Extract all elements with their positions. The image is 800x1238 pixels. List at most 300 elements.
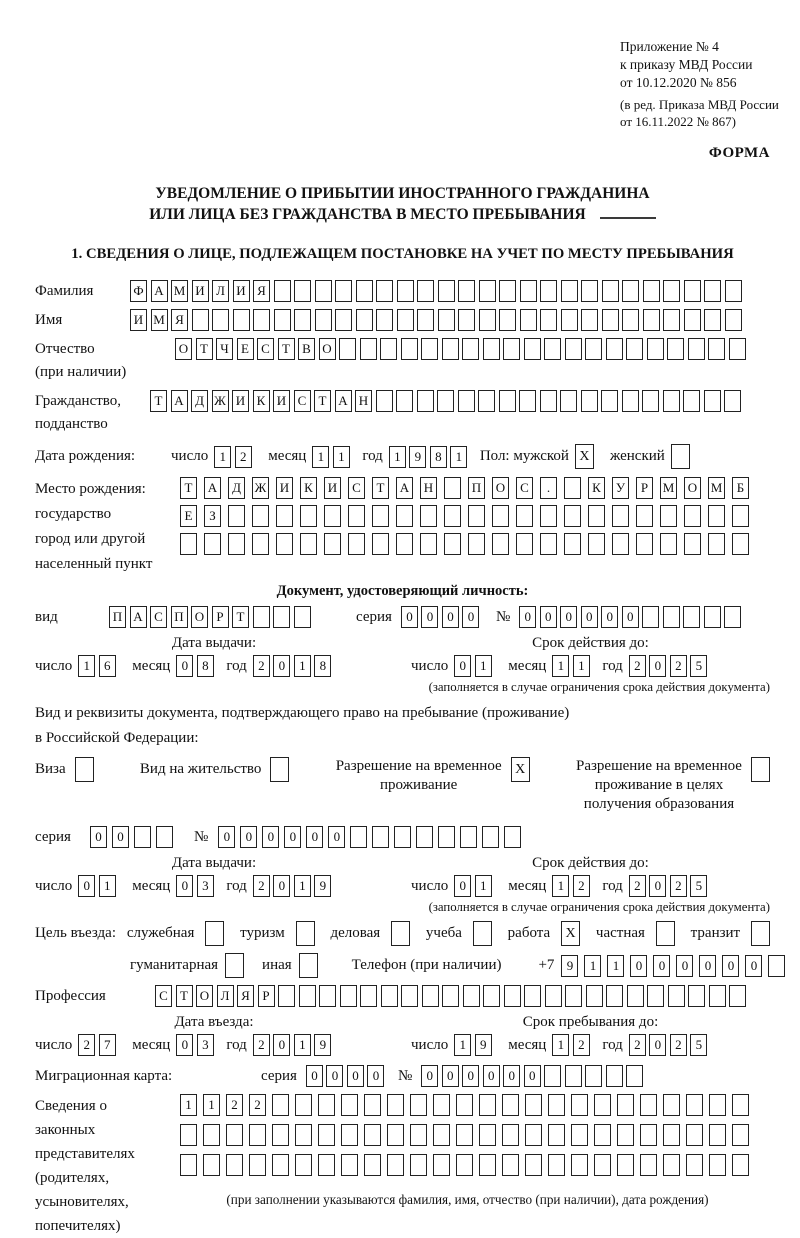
char-cell[interactable]: П — [109, 606, 126, 628]
char-cell[interactable] — [324, 505, 341, 527]
char-cell[interactable] — [732, 1094, 749, 1116]
char-cell[interactable] — [724, 606, 741, 628]
char-cell[interactable]: 0 — [328, 826, 345, 848]
char-cell[interactable]: 1 — [454, 1034, 471, 1056]
char-cell[interactable]: К — [588, 477, 605, 499]
char-cell[interactable]: 1 — [312, 446, 329, 468]
birth-day-cells[interactable] — [214, 446, 255, 468]
char-cell[interactable] — [504, 985, 521, 1007]
char-cell[interactable]: А — [130, 606, 147, 628]
char-cell[interactable] — [647, 985, 664, 1007]
char-cell[interactable]: 0 — [273, 655, 290, 677]
char-cell[interactable] — [686, 1094, 703, 1116]
char-cell[interactable] — [341, 1154, 358, 1176]
char-cell[interactable] — [606, 985, 623, 1007]
char-cell[interactable] — [732, 1124, 749, 1146]
char-cell[interactable] — [252, 505, 269, 527]
id-doc-issue-day-cells[interactable] — [78, 655, 119, 677]
char-cell[interactable] — [276, 505, 293, 527]
char-cell[interactable] — [709, 1154, 726, 1176]
char-cell[interactable]: А — [171, 390, 188, 412]
char-cell[interactable] — [560, 390, 577, 412]
char-cell[interactable] — [273, 606, 290, 628]
char-cell[interactable]: В — [298, 338, 315, 360]
char-cell[interactable] — [294, 309, 311, 331]
char-cell[interactable]: И — [276, 477, 293, 499]
char-cell[interactable]: 0 — [78, 875, 95, 897]
entry-month-cells[interactable] — [176, 1034, 217, 1056]
char-cell[interactable] — [192, 309, 209, 331]
char-cell[interactable] — [478, 390, 495, 412]
char-cell[interactable] — [479, 280, 496, 302]
char-cell[interactable] — [433, 1094, 450, 1116]
char-cell[interactable]: 2 — [78, 1034, 95, 1056]
char-cell[interactable]: 0 — [401, 606, 418, 628]
char-cell[interactable] — [725, 280, 742, 302]
char-cell[interactable] — [545, 985, 562, 1007]
char-cell[interactable] — [372, 505, 389, 527]
char-cell[interactable] — [617, 1154, 634, 1176]
entry-year-cells[interactable] — [253, 1034, 335, 1056]
char-cell[interactable] — [688, 985, 705, 1007]
char-cell[interactable]: 0 — [649, 655, 666, 677]
char-cell[interactable]: 8 — [430, 446, 447, 468]
char-cell[interactable]: 1 — [294, 655, 311, 677]
char-cell[interactable] — [606, 1065, 623, 1087]
name-cells[interactable] — [130, 309, 745, 331]
char-cell[interactable]: А — [335, 390, 352, 412]
char-cell[interactable] — [252, 533, 269, 555]
char-cell[interactable] — [479, 1124, 496, 1146]
char-cell[interactable] — [341, 1094, 358, 1116]
char-cell[interactable]: 0 — [601, 606, 618, 628]
char-cell[interactable]: 5 — [690, 655, 707, 677]
char-cell[interactable] — [683, 390, 700, 412]
char-cell[interactable] — [315, 309, 332, 331]
char-cell[interactable] — [180, 533, 197, 555]
char-cell[interactable] — [372, 826, 389, 848]
char-cell[interactable]: 0 — [262, 826, 279, 848]
char-cell[interactable] — [381, 985, 398, 1007]
stay-doc-issue-year-cells[interactable] — [253, 875, 335, 897]
char-cell[interactable] — [704, 309, 721, 331]
char-cell[interactable] — [704, 390, 721, 412]
char-cell[interactable]: 0 — [284, 826, 301, 848]
char-cell[interactable] — [524, 338, 541, 360]
char-cell[interactable] — [588, 505, 605, 527]
char-cell[interactable] — [456, 1154, 473, 1176]
char-cell[interactable]: 1 — [475, 655, 492, 677]
birth-month-cells[interactable] — [312, 446, 353, 468]
char-cell[interactable] — [663, 309, 680, 331]
char-cell[interactable]: 0 — [483, 1065, 500, 1087]
char-cell[interactable] — [233, 309, 250, 331]
char-cell[interactable] — [594, 1124, 611, 1146]
purpose-study-checkbox[interactable] — [473, 921, 492, 946]
char-cell[interactable] — [394, 826, 411, 848]
purpose-tourism-checkbox[interactable] — [296, 921, 315, 946]
char-cell[interactable]: 2 — [253, 875, 270, 897]
char-cell[interactable] — [456, 1094, 473, 1116]
char-cell[interactable]: О — [684, 477, 701, 499]
char-cell[interactable] — [561, 309, 578, 331]
char-cell[interactable]: 2 — [629, 1034, 646, 1056]
char-cell[interactable]: 0 — [454, 655, 471, 677]
char-cell[interactable] — [643, 309, 660, 331]
char-cell[interactable] — [585, 338, 602, 360]
char-cell[interactable] — [684, 280, 701, 302]
char-cell[interactable] — [640, 1154, 657, 1176]
char-cell[interactable] — [642, 390, 659, 412]
char-cell[interactable] — [318, 1124, 335, 1146]
char-cell[interactable]: 0 — [462, 1065, 479, 1087]
char-cell[interactable] — [226, 1154, 243, 1176]
char-cell[interactable] — [520, 309, 537, 331]
char-cell[interactable]: 0 — [347, 1065, 364, 1087]
char-cell[interactable] — [502, 1124, 519, 1146]
purpose-business-checkbox[interactable] — [391, 921, 410, 946]
char-cell[interactable] — [272, 1094, 289, 1116]
char-cell[interactable]: И — [233, 280, 250, 302]
char-cell[interactable] — [360, 985, 377, 1007]
char-cell[interactable] — [401, 338, 418, 360]
char-cell[interactable] — [548, 1124, 565, 1146]
char-cell[interactable] — [492, 505, 509, 527]
char-cell[interactable] — [564, 533, 581, 555]
char-cell[interactable] — [663, 1124, 680, 1146]
char-cell[interactable] — [458, 309, 475, 331]
temp-residence-education-checkbox[interactable] — [751, 757, 770, 782]
char-cell[interactable]: 0 — [273, 1034, 290, 1056]
char-cell[interactable] — [660, 505, 677, 527]
char-cell[interactable]: Ж — [212, 390, 229, 412]
char-cell[interactable]: Т — [232, 606, 249, 628]
char-cell[interactable]: 2 — [629, 875, 646, 897]
char-cell[interactable]: 0 — [421, 1065, 438, 1087]
char-cell[interactable] — [397, 309, 414, 331]
char-cell[interactable]: М — [708, 477, 725, 499]
char-cell[interactable]: М — [171, 280, 188, 302]
char-cell[interactable] — [274, 309, 291, 331]
char-cell[interactable] — [729, 985, 746, 1007]
char-cell[interactable]: К — [300, 477, 317, 499]
char-cell[interactable] — [364, 1154, 381, 1176]
char-cell[interactable]: И — [192, 280, 209, 302]
char-cell[interactable] — [387, 1154, 404, 1176]
char-cell[interactable] — [295, 1154, 312, 1176]
char-cell[interactable] — [276, 533, 293, 555]
char-cell[interactable]: 2 — [573, 1034, 590, 1056]
char-cell[interactable]: И — [130, 309, 147, 331]
char-cell[interactable]: 1 — [203, 1094, 220, 1116]
char-cell[interactable] — [442, 338, 459, 360]
legal-reps-cells-row1[interactable] — [180, 1094, 755, 1116]
char-cell[interactable]: 1 — [333, 446, 350, 468]
char-cell[interactable] — [647, 338, 664, 360]
char-cell[interactable]: 0 — [442, 1065, 459, 1087]
char-cell[interactable]: 0 — [90, 826, 107, 848]
char-cell[interactable] — [340, 985, 357, 1007]
char-cell[interactable] — [134, 826, 151, 848]
char-cell[interactable] — [686, 1124, 703, 1146]
char-cell[interactable] — [502, 1154, 519, 1176]
char-cell[interactable]: 7 — [99, 1034, 116, 1056]
entry-day-cells[interactable] — [78, 1034, 119, 1056]
char-cell[interactable] — [725, 309, 742, 331]
profession-cells[interactable] — [155, 985, 750, 1007]
char-cell[interactable] — [433, 1154, 450, 1176]
char-cell[interactable] — [463, 985, 480, 1007]
char-cell[interactable] — [458, 390, 475, 412]
char-cell[interactable] — [626, 338, 643, 360]
char-cell[interactable]: 2 — [573, 875, 590, 897]
char-cell[interactable]: 1 — [475, 875, 492, 897]
char-cell[interactable]: 2 — [253, 655, 270, 677]
char-cell[interactable] — [376, 280, 393, 302]
char-cell[interactable] — [540, 505, 557, 527]
char-cell[interactable] — [708, 533, 725, 555]
char-cell[interactable] — [438, 826, 455, 848]
char-cell[interactable] — [350, 826, 367, 848]
char-cell[interactable] — [456, 1124, 473, 1146]
char-cell[interactable] — [360, 338, 377, 360]
char-cell[interactable]: 0 — [176, 875, 193, 897]
char-cell[interactable] — [525, 1154, 542, 1176]
char-cell[interactable] — [444, 477, 461, 499]
char-cell[interactable] — [709, 1094, 726, 1116]
char-cell[interactable] — [396, 533, 413, 555]
char-cell[interactable] — [479, 1154, 496, 1176]
char-cell[interactable] — [372, 533, 389, 555]
char-cell[interactable] — [663, 1094, 680, 1116]
char-cell[interactable] — [376, 309, 393, 331]
char-cell[interactable]: 0 — [503, 1065, 520, 1087]
char-cell[interactable] — [444, 533, 461, 555]
char-cell[interactable]: Н — [355, 390, 372, 412]
char-cell[interactable]: 2 — [670, 655, 687, 677]
purpose-other-checkbox[interactable] — [299, 953, 318, 978]
char-cell[interactable] — [640, 1094, 657, 1116]
char-cell[interactable]: 0 — [218, 826, 235, 848]
char-cell[interactable] — [667, 338, 684, 360]
char-cell[interactable] — [460, 826, 477, 848]
char-cell[interactable] — [525, 1124, 542, 1146]
char-cell[interactable]: 9 — [314, 1034, 331, 1056]
char-cell[interactable]: Т — [196, 338, 213, 360]
char-cell[interactable] — [663, 390, 680, 412]
char-cell[interactable] — [540, 533, 557, 555]
char-cell[interactable] — [520, 280, 537, 302]
char-cell[interactable]: 1 — [294, 875, 311, 897]
char-cell[interactable]: 1 — [389, 446, 406, 468]
birth-place-cells-row2[interactable] — [180, 505, 756, 527]
char-cell[interactable]: 1 — [78, 655, 95, 677]
char-cell[interactable] — [564, 505, 581, 527]
char-cell[interactable] — [709, 1124, 726, 1146]
char-cell[interactable]: 1 — [214, 446, 231, 468]
char-cell[interactable]: 2 — [670, 875, 687, 897]
char-cell[interactable] — [380, 338, 397, 360]
char-cell[interactable] — [479, 1094, 496, 1116]
char-cell[interactable] — [433, 1124, 450, 1146]
char-cell[interactable] — [627, 985, 644, 1007]
char-cell[interactable] — [588, 533, 605, 555]
char-cell[interactable]: 2 — [670, 1034, 687, 1056]
char-cell[interactable] — [636, 505, 653, 527]
char-cell[interactable] — [565, 338, 582, 360]
char-cell[interactable] — [663, 280, 680, 302]
char-cell[interactable] — [300, 533, 317, 555]
char-cell[interactable] — [724, 390, 741, 412]
purpose-private-checkbox[interactable] — [656, 921, 675, 946]
birth-year-cells[interactable] — [389, 446, 471, 468]
char-cell[interactable]: П — [468, 477, 485, 499]
char-cell[interactable] — [617, 1094, 634, 1116]
char-cell[interactable] — [356, 309, 373, 331]
char-cell[interactable] — [482, 826, 499, 848]
char-cell[interactable] — [499, 309, 516, 331]
char-cell[interactable]: С — [348, 477, 365, 499]
char-cell[interactable] — [602, 280, 619, 302]
char-cell[interactable] — [156, 826, 173, 848]
char-cell[interactable] — [565, 985, 582, 1007]
char-cell[interactable]: 0 — [306, 826, 323, 848]
char-cell[interactable]: Т — [180, 477, 197, 499]
char-cell[interactable]: 0 — [581, 606, 598, 628]
char-cell[interactable] — [341, 1124, 358, 1146]
char-cell[interactable] — [324, 533, 341, 555]
char-cell[interactable] — [540, 390, 557, 412]
char-cell[interactable] — [663, 606, 680, 628]
char-cell[interactable] — [272, 1124, 289, 1146]
char-cell[interactable] — [401, 985, 418, 1007]
char-cell[interactable] — [704, 280, 721, 302]
char-cell[interactable]: Е — [237, 338, 254, 360]
char-cell[interactable] — [295, 1094, 312, 1116]
char-cell[interactable]: 0 — [745, 955, 762, 977]
char-cell[interactable] — [564, 477, 581, 499]
char-cell[interactable] — [684, 505, 701, 527]
id-doc-series-cells[interactable] — [401, 606, 483, 628]
char-cell[interactable]: 0 — [421, 606, 438, 628]
char-cell[interactable] — [319, 985, 336, 1007]
surname-cells[interactable] — [130, 280, 745, 302]
char-cell[interactable] — [636, 533, 653, 555]
gender-female-checkbox[interactable] — [671, 444, 690, 469]
char-cell[interactable] — [586, 985, 603, 1007]
char-cell[interactable] — [387, 1124, 404, 1146]
char-cell[interactable]: 1 — [584, 955, 601, 977]
char-cell[interactable]: У — [612, 477, 629, 499]
char-cell[interactable]: 1 — [450, 446, 467, 468]
legal-reps-cells-row2[interactable] — [180, 1124, 755, 1146]
char-cell[interactable] — [438, 280, 455, 302]
char-cell[interactable] — [642, 606, 659, 628]
char-cell[interactable] — [524, 985, 541, 1007]
char-cell[interactable] — [594, 1094, 611, 1116]
char-cell[interactable]: А — [151, 280, 168, 302]
char-cell[interactable] — [612, 505, 629, 527]
char-cell[interactable]: 0 — [326, 1065, 343, 1087]
char-cell[interactable] — [525, 1094, 542, 1116]
char-cell[interactable]: С — [150, 606, 167, 628]
char-cell[interactable] — [668, 985, 685, 1007]
char-cell[interactable] — [499, 390, 516, 412]
char-cell[interactable] — [617, 1124, 634, 1146]
char-cell[interactable]: Е — [180, 505, 197, 527]
char-cell[interactable] — [204, 533, 221, 555]
char-cell[interactable]: Л — [212, 280, 229, 302]
char-cell[interactable]: 2 — [249, 1094, 266, 1116]
stay-until-month-cells[interactable] — [552, 1034, 593, 1056]
char-cell[interactable] — [226, 1124, 243, 1146]
char-cell[interactable] — [492, 533, 509, 555]
char-cell[interactable] — [318, 1154, 335, 1176]
stay-doc-expiry-year-cells[interactable] — [629, 875, 711, 897]
char-cell[interactable] — [516, 505, 533, 527]
char-cell[interactable] — [420, 533, 437, 555]
char-cell[interactable] — [274, 280, 291, 302]
char-cell[interactable]: 0 — [722, 955, 739, 977]
char-cell[interactable] — [364, 1124, 381, 1146]
char-cell[interactable]: 3 — [197, 1034, 214, 1056]
char-cell[interactable] — [396, 390, 413, 412]
char-cell[interactable]: Ф — [130, 280, 147, 302]
char-cell[interactable] — [339, 338, 356, 360]
stay-until-day-cells[interactable] — [454, 1034, 495, 1056]
char-cell[interactable]: 9 — [314, 875, 331, 897]
char-cell[interactable] — [335, 280, 352, 302]
char-cell[interactable] — [704, 606, 721, 628]
char-cell[interactable] — [502, 1094, 519, 1116]
char-cell[interactable]: 1 — [552, 1034, 569, 1056]
char-cell[interactable]: 0 — [240, 826, 257, 848]
char-cell[interactable] — [228, 505, 245, 527]
char-cell[interactable]: 2 — [235, 446, 252, 468]
gender-male-checkbox[interactable]: X — [575, 444, 594, 469]
char-cell[interactable]: 0 — [176, 655, 193, 677]
char-cell[interactable]: 1 — [180, 1094, 197, 1116]
char-cell[interactable] — [437, 390, 454, 412]
char-cell[interactable]: И — [273, 390, 290, 412]
char-cell[interactable]: Д — [228, 477, 245, 499]
char-cell[interactable]: Н — [420, 477, 437, 499]
stay-doc-issue-month-cells[interactable] — [176, 875, 217, 897]
char-cell[interactable] — [479, 309, 496, 331]
char-cell[interactable] — [212, 309, 229, 331]
id-doc-expiry-day-cells[interactable] — [454, 655, 495, 677]
char-cell[interactable]: Р — [212, 606, 229, 628]
char-cell[interactable]: Я — [171, 309, 188, 331]
char-cell[interactable]: 1 — [294, 1034, 311, 1056]
char-cell[interactable] — [348, 505, 365, 527]
char-cell[interactable] — [571, 1154, 588, 1176]
id-doc-expiry-year-cells[interactable] — [629, 655, 711, 677]
char-cell[interactable] — [438, 309, 455, 331]
char-cell[interactable] — [622, 309, 639, 331]
char-cell[interactable] — [410, 1124, 427, 1146]
char-cell[interactable] — [516, 533, 533, 555]
char-cell[interactable] — [300, 505, 317, 527]
char-cell[interactable]: Т — [314, 390, 331, 412]
char-cell[interactable] — [684, 533, 701, 555]
char-cell[interactable]: 9 — [561, 955, 578, 977]
char-cell[interactable] — [458, 280, 475, 302]
char-cell[interactable] — [585, 1065, 602, 1087]
char-cell[interactable]: М — [151, 309, 168, 331]
char-cell[interactable] — [602, 309, 619, 331]
char-cell[interactable] — [503, 338, 520, 360]
